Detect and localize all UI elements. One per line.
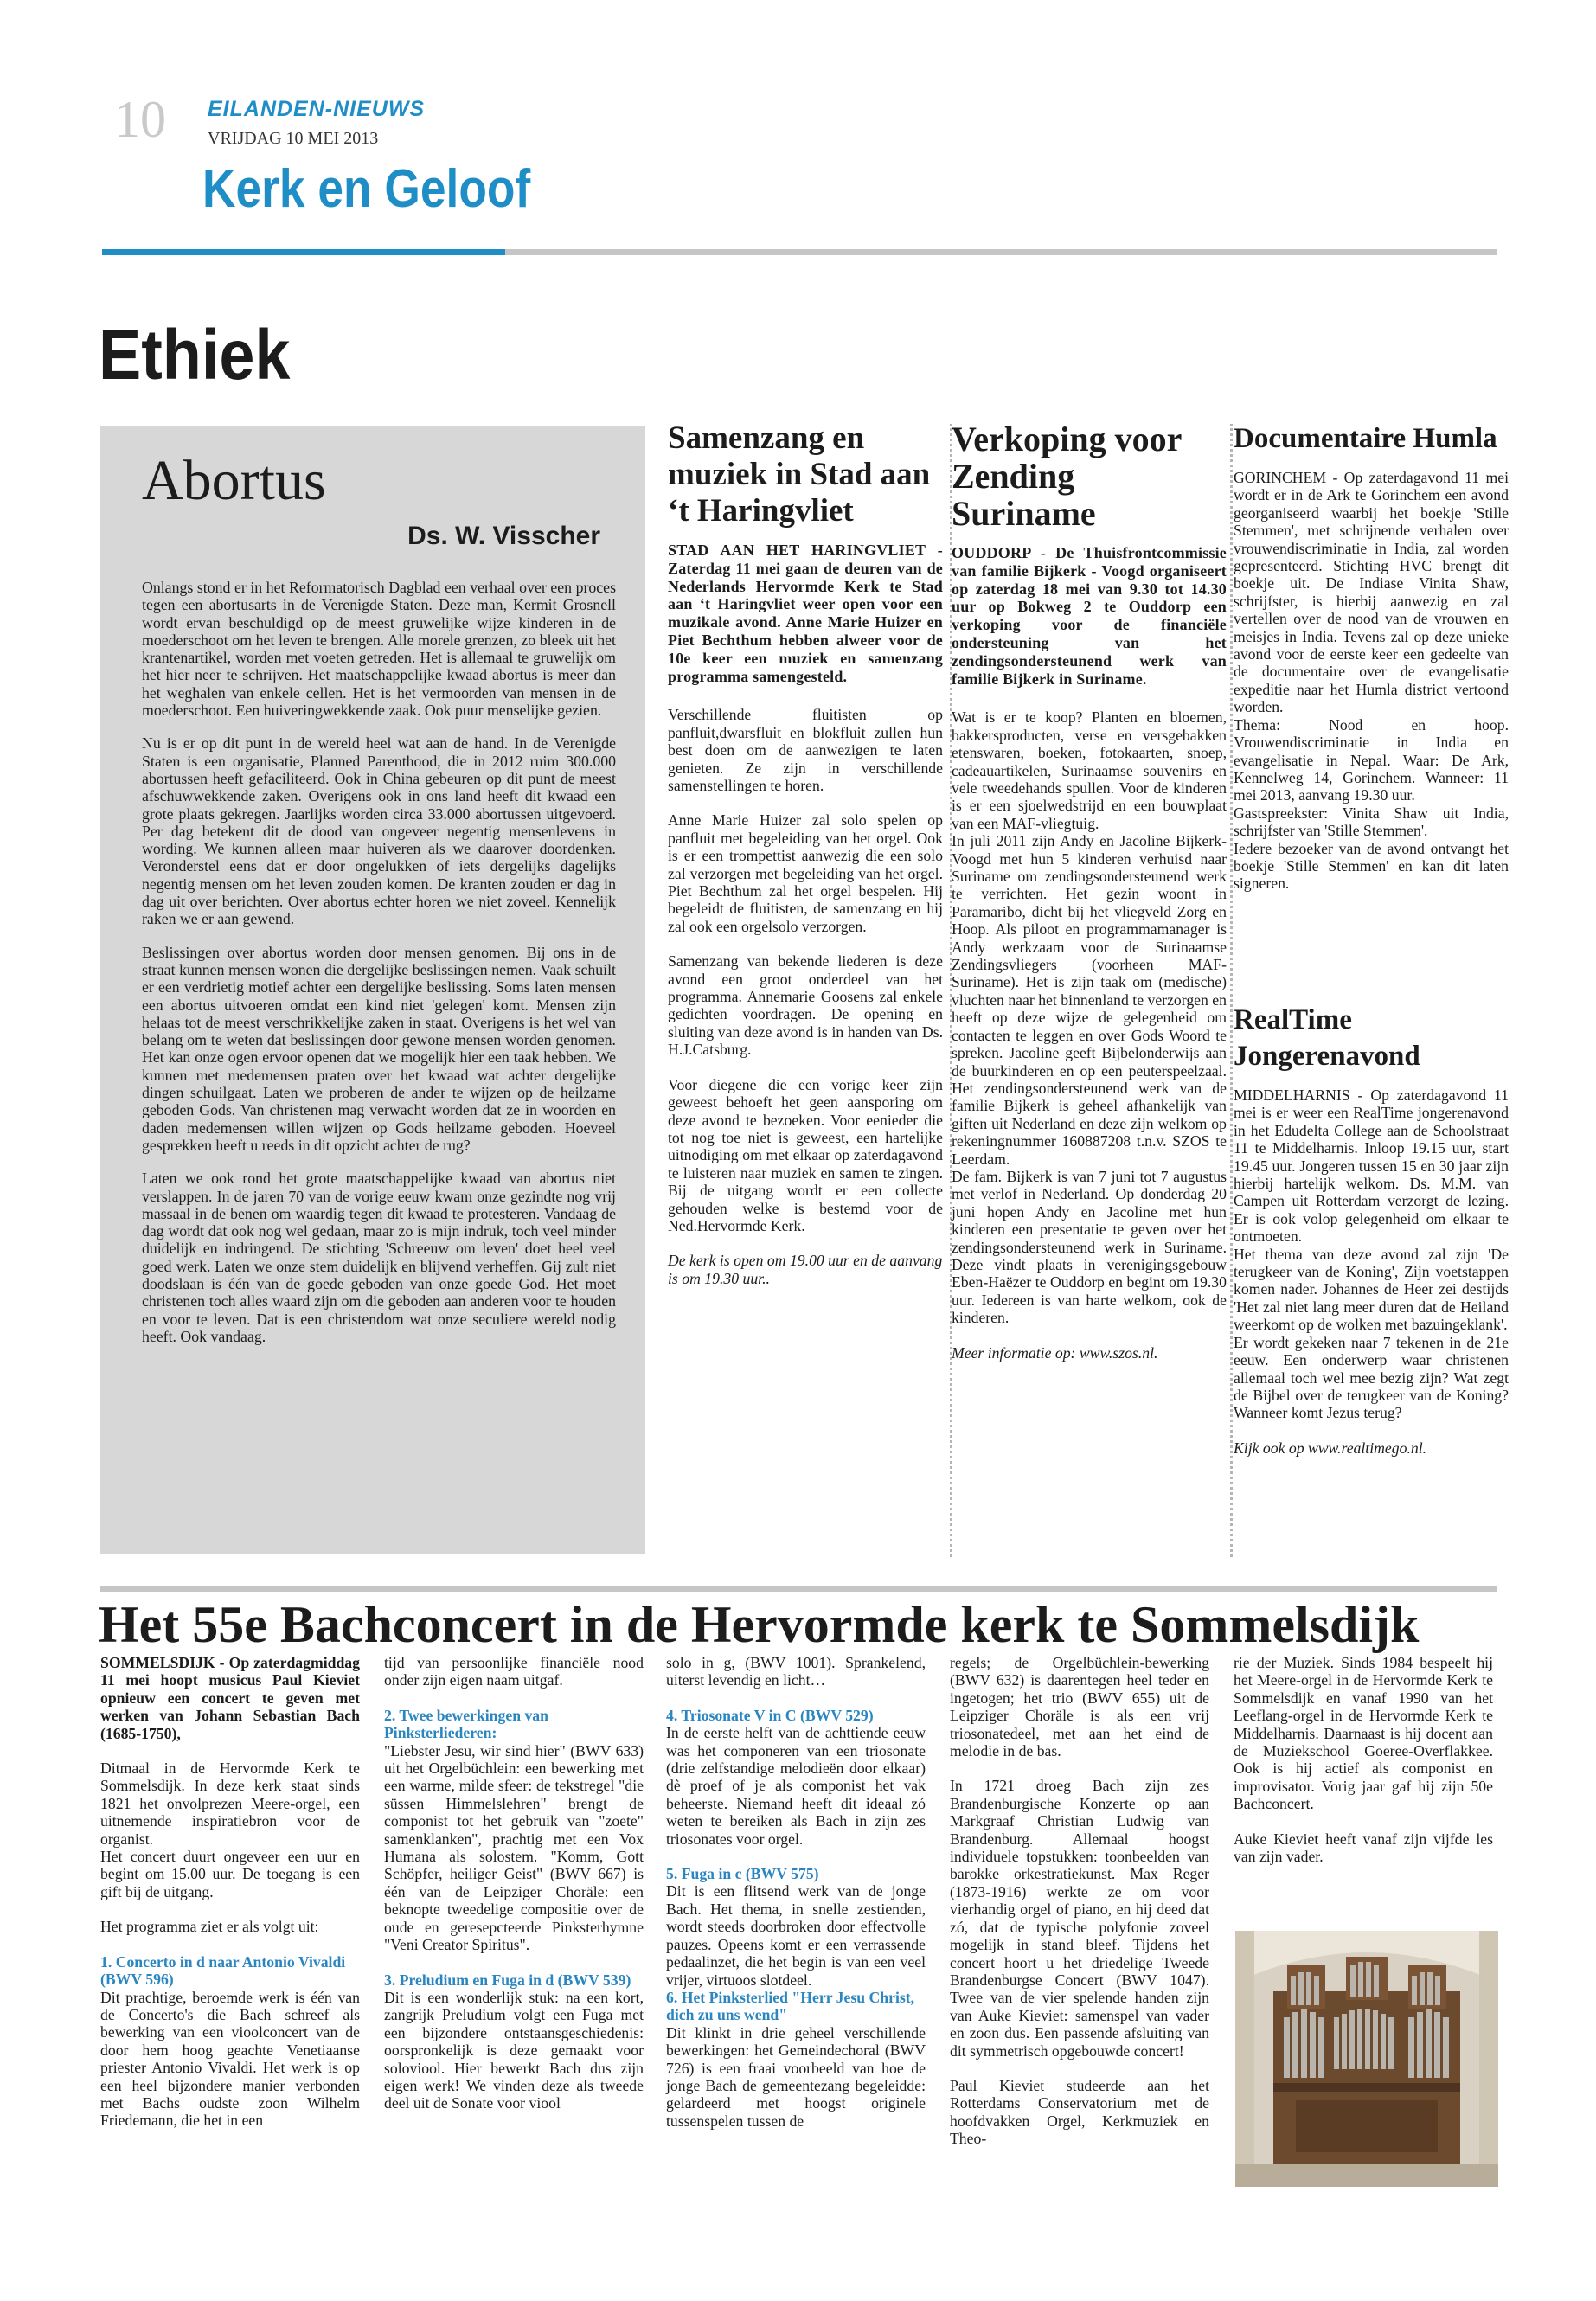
- paragraph: In juli 2011 zijn Andy en Jacoline Bijkerk-Voogd met hun 5 kinderen verhuisd naar Suriname om zendingsondersteunend werk te verrichten. Het gezin woont in Paramaribo, dicht bij het vliegveld Zorg en Hoop. Als piloot en programmamanager is Andy werkzaam voor de Surinaamse Zendingsvliegers (voorheen MAF-Suriname). Het is zijn taak om (medische) vluchten naar het binnenland te verzorgen en heeft op deze wijze de gelegenheid om contacten te leggen en over Gods Woord te spreken. Jacoline geeft Bijbelonderwijs aan de buurkinderen en op een peuterspeelzaal. Het zendingsondersteunend werk van de familie Bijkerk is geheel afhankelijk van giften uit Nederland en deze zijn welkom op rekeningnummer 160887208 t.n.v. SZOS te Leerdam.: [952, 832, 1227, 1168]
- article-title: Documentaire Humla: [1234, 423, 1497, 454]
- article-note: Meer informatie op: www.szos.nl.: [952, 1343, 1158, 1362]
- bach-column-2: [384, 1654, 644, 2130]
- section-rule-accent: [102, 249, 505, 255]
- bach-column-4: [950, 1654, 1209, 2165]
- category-heading: Ethiek: [99, 316, 291, 394]
- article-title: RealTime Jongerenavond: [1234, 1004, 1420, 1072]
- paragraph: Verschillende fluitisten op panfluit,dwarsfluit en blokfluit zullen hun best doen om de aanwezigen te laten genieten. Ze zijn in verschillende samenstellingen te horen.: [668, 706, 943, 794]
- paragraph: Dit prachtige, beroemde werk is één van de Concerto's die Bach schreef als bewerking van een vioolconcert van de door hem hoog geachte Venetiaanse priester Antonio Vivaldi. Het werk is op een heel bijzondere manier verbonden met Bachs oudste zoon Wilhelm Friedemann, die het in een: [100, 1988, 360, 2130]
- article-title: Abortus: [142, 449, 326, 512]
- page-number: 10: [114, 91, 166, 148]
- article-title: Verkoping voor Zending Suriname: [952, 420, 1182, 533]
- article-author: Ds. W. Visscher: [407, 522, 600, 550]
- paragraph: Het thema van deze avond zal zijn 'De terugkeer van de Koning', Zijn voetstappen komen nader. Johannes de Heer zei destijds 'Het zal niet lang meer duren dat de Heiland weerkomt op de wolken met bazuingeklank'.: [1234, 1245, 1509, 1334]
- issue-date: VRIJDAG 10 MEI 2013: [208, 129, 379, 148]
- paragraph: solo in g, (BWV 1001). Sprankelend, uiterst levendig en licht…: [666, 1654, 926, 1689]
- article-samenzang: [668, 420, 943, 1288]
- paragraph: Wat is er te koop? Planten en bloemen, bakkersproducten, verse en versgebakken etenswaren, boeken, fotokaarten, snoep, cadeauartikelen, Surinaamse souvenirs en vele tweedehands spullen. Voor de kinderen is er een sjoelwedstrijd en een bouwplaat van een MAF-vliegtuig.: [952, 708, 1227, 832]
- newspaper-name-logo: EILANDEN-NIEUWS: [208, 97, 426, 121]
- paragraph: Ditmaal in de Hervormde Kerk te Sommelsdijk. In deze kerk staat sinds 1821 het onvolprezen Meere-orgel, een uitnemende inspiratiebron voor de organist.: [100, 1759, 360, 1848]
- article-lead: SOMMELSDIJK - Op zaterdagmiddag 11 mei hoopt musicus Paul Kieviet opnieuw een concert te geven met werken van Johann Sebastian Bach (1685-1750),: [100, 1654, 360, 1742]
- program-item-heading: 6. Het Pinksterlied "Herr Jesu Christ, dich zu uns wend": [666, 1988, 915, 2024]
- opinion-box: [100, 426, 645, 1554]
- paragraph: Dit klinkt in drie geheel verschillende bewerkingen: het Gemeindechoral (BWV 726) is een fraai voorbeeld van hoe de jonge Bach de gemeentezang begeleidde: gelardeerd met hoogst originele tussenspelen tussen de: [666, 2023, 926, 2130]
- paragraph: Beslissingen over abortus worden door mensen genomen. Bij ons in de straat kunnen mensen wonen die dergelijke beslissingen nemen. Vaak schuilt er een verdrietig motief achter een dergelijke beslissing. Soms laten mensen een abortus uitvoeren omdat een kind niet 'gelegen' komt. Mensen zijn helaas tot de meest verschrikkelijke zaken in staat. Overigens is het wel van belang om te weten dat beslissingen door gewone mensen worden genomen. Het kan onze ogen ervoor openen dat we mogelijk hier een taak hebben. We kunnen met medemensen praten over het kwaad wat achter dergelijke dingen schuilgaat. Laten we proberen de ander te wijzen op de heilzame geboden Gods. Van christenen mag verwacht worden dat ze in woorden en daden medemensen willen wijzen op Gods heilzame geboden. Hoeveel gesprekken heeft u reeds in dit opzicht achter de rug?: [142, 943, 616, 1154]
- paragraph: MIDDELHARNIS - Op zaterdagavond 11 mei is er weer een RealTime jongerenavond in het Edudelta College aan de Schoolstraat 11 te Middelharnis. Inloop 19.15 uur, start 19.45 uur. Jongeren tussen 15 en 30 jaar zijn hierbij hartelijk welkom. Ds. M.M. van Campen uit Rotterdam verzorgt de lezing. Er is ook volop gelegenheid om elkaar te ontmoeten.: [1234, 1086, 1509, 1246]
- paragraph: "Liebster Jesu, wir sind hier" (BWV 633) uit het Orgelbüchlein: een bewerking met een warme, milde sfeer: de tekstregel "die süssen Himmelslehren" brengt de componist tot het gebruik van "zoete" samenklanken", prachtig met een Vox Humana als solostem. "Komm, Gott Schöpfer, heiliger Geist" (BWV 667) is één van de Leipziger Choräle: een beknopte tweedelige compositie over de oude en geresepcteerde Pinksterhymne "Veni Creator Spiritus".: [384, 1741, 644, 1954]
- paragraph: Het programma ziet er als volgt uit:: [100, 1918, 319, 1936]
- program-item-heading: 2. Twee bewerkingen van Pinksterliederen:: [384, 1706, 548, 1742]
- program-item-heading: 3. Preludium en Fuga in d (BWV 539): [384, 1971, 631, 1989]
- program-item-heading: 5. Fuga in c (BWV 575): [666, 1865, 819, 1883]
- paragraph: Er wordt gekeken naar 7 tekenen in de 21e eeuw. Een onderwerp waar christenen allemaal toch wel mee bezig zijn? Wat zegt de Bijbel over de terugkeer van de Koning? Wanneer komt Jezus terug?: [1234, 1333, 1509, 1422]
- paragraph: Dit is een flitsend werk van de jonge Bach. Het thema, in snelle zestienden, wordt steeds doorbroken door effectvolle pauzes. Opeens komt er een verrassende pedaalinzet, die het begin is van een veel vrijer, virtuoos slotdeel.: [666, 1882, 926, 1989]
- section-rule: [505, 249, 1497, 255]
- paragraph: tijd van persoonlijke financiële nood onder zijn eigen naam uitgaf.: [384, 1654, 644, 1689]
- paragraph: Nu is er op dit punt in de wereld heel wat aan de hand. In de Verenigde Staten is een organisatie, Planned Parenthood, die in 2012 ruim 300.000 abortussen heeft gefaciliteerd. Ook in China gebeuren op dit punt de meest afschuwwekkende zaken. Overigens ook in ons land heeft dit kwaad een grote plaats gekregen. Jaarlijks worden circa 33.000 abortussen uitgevoerd. Per dag betekent dit de dood van ongeveer negentig mensenlevens in wording. We kunnen alleen maar huiveren als we daarover doordenken. Veronderstel eens dat er door ongelukken of iets dergelijks dagelijks negentig mensen om het leven zouden komen. De kranten zouden er dag in dag uit over berichten. Over abortus echter horen we niet zoveel. Kennelijk raken we er aan gewend.: [142, 734, 616, 928]
- paragraph: Onlangs stond er in het Reformatorisch Dagblad een verhaal over een proces tegen een abortusarts in de Verenigde Staten. Deze man, Kermit Grosnell wordt ervan beschuldigd op de meest gruwelijke wijze kinderen in de moederschoot om het leven te brengen. Alle morele grenzen, zo bleek uit het krantenartikel, worden met voeten getreden. Het is allemaal te gruwelijk om het hier neer te schrijven. Het maatschappelijke kwaad abortus is meer dan het weghalen van enkele cellen. Het is het vermoorden van mensen in de moederschoot. Een huiveringwekkende zaak. Ook puur menselijke gezien.: [142, 579, 616, 720]
- bach-column-5: [1234, 1654, 1493, 1882]
- article-note: De kerk is open om 19.00 uur en de aanvang is om 19.30 uur..: [668, 1252, 943, 1288]
- paragraph: Thema: Nood en hoop. Vrouwendiscriminatie in India en evangelisatie in Nepal. Waar: De Ark, Kennelweg 14, Gorinchem. Wanneer: 11 mei 2013, aanvang 19.30 uur.: [1234, 715, 1509, 804]
- paragraph: rie der Muziek. Sinds 1984 bespeelt hij het Meere-orgel in de Hervormde Kerk te Sommelsdijk en vanaf 1990 van het Leeflang-orgel in de Hervormde Kerk te Middelharnis. Daarnaast is hij docent aan de Muziekschool Goeree-Overflakkee. Ook is hij actief als componist en improvisator. Vorig jaar gaf hij zijn 50e Bachconcert.: [1234, 1654, 1493, 1813]
- bach-column-1: [100, 1654, 360, 2147]
- program-item-heading: 1. Concerto in d naar Antonio Vivaldi (BWV 596): [100, 1952, 346, 1989]
- bach-column-3: [666, 1654, 926, 2147]
- program-item-heading: 4. Triosonate V in C (BWV 529): [666, 1706, 874, 1724]
- article-documentaire: [1234, 420, 1509, 910]
- article-body: [142, 579, 616, 1361]
- paragraph: Dit is een wonderlijk stuk: na een kort, zangrijk Preludium volgt een Fuga met een bijzondere ontstaansgeschiedenis: oorspronkelijk is deze gemaakt voor soloviool. Hier bewerkt Bach dus zijn eigen werk! We vinden deze als tweede deel uit de Sonate voor viool: [384, 1988, 644, 2112]
- paragraph: Voor diegene die een vorige keer zijn geweest behoeft het geen aansporing om deze avond te bezoeken. Voor eenieder die tot nog toe niet is geweest, een hartelijke uitnodiging om met elkaar op zaterdagavond te luisteren naar muziek en samen te zingen. Bij de uitgang wordt er een collecte gehouden welke is bestemd voor de Ned.Hervormde Kerk.: [668, 1075, 943, 1234]
- paragraph: Samenzang van bekende liederen is deze avond een groot onderdeel van het programma. Annemarie Goosens zal enkele gedichten voordragen. De opening en sluiting van deze avond is in handen van Ds. H.J.Catsburg.: [668, 952, 943, 1059]
- article-title: Het 55e Bachconcert in de Hervormde kerk te Sommelsdijk: [99, 1596, 1420, 1653]
- paragraph: Het concert duurt ongeveer een uur en begint om 15.00 uur. De toegang is een gift bij de uitgang.: [100, 1848, 360, 1900]
- column-divider: [1230, 424, 1233, 1557]
- article-title: Samenzang en muziek in Stad aan ‘t Haringvliet: [668, 420, 931, 529]
- article-separator: [100, 1586, 1497, 1592]
- article-lead: OUDDORP - De Thuisfrontcommissie van familie Bijkerk - Voogd organiseert op zaterdag 18 mei van 9.30 tot 14.30 uur op Bokweg 2 te Ouddorp een verkoping voor de financiële ondersteuning van het zendingsondersteunend werk van familie Bijkerk in Suriname.: [952, 544, 1227, 688]
- paragraph: In de eerste helft van de achttiende eeuw was het componeren van een triosonate (drie zelfstandige melodieën door elkaar) dè proef of je als componist het vak beheerste. Niemand heeft dit ideaal zó weten te bereiken als Bach in zijn zes triosonates voor orgel.: [666, 1724, 926, 1848]
- paragraph: De fam. Bijkerk is van 7 juni tot 7 augustus met verlof in Nederland. Op donderdag 20 juni hopen Andy en Jacoline met hun kinderen een presentatie te geven over het zendingsondersteunend werk in Suriname. Deze vindt plaats in verenigingsgebouw Eben-Haëzer te Ouddorp en begint om 19.30 uur. Iedereen is van harte welkom, ook de kinderen.: [952, 1167, 1227, 1327]
- section-title: Kerk en Geloof: [202, 159, 531, 219]
- article-note: Kijk ook op www.realtimego.nl.: [1234, 1439, 1427, 1457]
- organ-photo: [1235, 1931, 1498, 2187]
- paragraph: Auke Kieviet heeft vanaf zijn vijfde les van zijn vader.: [1234, 1830, 1493, 1866]
- paragraph: Paul Kieviet studeerde aan het Rotterdams Conservatorium met de hoofdvakken Orgel, Kerkmuziek en Theo-: [950, 2076, 1209, 2148]
- paragraph: In 1721 droeg Bach zijn zes Brandenburgische Konzerte op aan Markgraaf Christian Ludwig van Brandenburg. Allemaal hoogst individuele topstukken: toonbeelden van barokke orkestratiekunst. Max Reger (1873-1916) werkte ze om voor vierhandig orgel of piano, en hij deed dat zó, dat de typische polyfonie zoveel mogelijk in stand bleef. Tijdens het concert hoort u het driedelige Tweede Brandenburgse Concert (BWV 1047). Twee van de vier spelende handen zijn van Auke Kieviet: samenspel van vader en zoon dus. Een passende afsluiting van dit symmetrisch opgebouwde concert!: [950, 1777, 1209, 2060]
- article-lead: STAD AAN HET HARINGVLIET - Zaterdag 11 mei gaan de deuren van de Nederlands Hervormde Kerk te Stad aan ‘t Haringvliet weer open voor een muzikale avond. Anne Marie Huizer en Piet Bechthum hebben alweer voor de 10e keer een muziek en samenzang programma samengesteld.: [668, 542, 943, 685]
- paragraph: GORINCHEM - Op zaterdagavond 11 mei wordt er in de Ark te Gorinchem een avond georganiseerd waarbij het boekje 'Stille Stemmen', met schrijnende verhalen over vrouwendiscriminatie in India, zal worden gepresenteerd. Stichting HVC brengt dit boekje uit. De Indiase Vinita Shaw, schrijfster, is hierbij aanwezig en zal vertellen over de nood van de vrouwen en meisjes in India. Tevens zal op deze unieke avond voor de eerste keer een gedeelte van de documentaire over de evangelisatie expeditie naar het Humla district vertoond worden.: [1234, 469, 1509, 716]
- paragraph: Iedere bezoeker van de avond ontvangt het boekje 'Stille Stemmen' en kan dit laten signeren.: [1234, 839, 1509, 893]
- article-realtime: [1234, 1002, 1509, 1458]
- paragraph: Laten we ook rond het grote maatschappelijke kwaad van abortus niet verslappen. In de jaren 70 van de vorige eeuw kwam onze gezindte nog vrij massaal in de benen om waardig tegen dit kwaad te protesteren. Vandaag de dag wordt dat ook nog wel gedaan, maar zo is mijn indruk, toch veel minder duidelijk en indringend. De stichting 'Schreeuw om leven' doet heel veel goed werk. Laten we onze stem duidelijk en blijvend verheffen. Gij zult niet doodslaan is één van de goede geboden van onze goede God. Het moet christenen toch alles waard zijn om die geboden aan anderen voor te houden en voor te leven. Dat is een christendom wat onze seculiere wereld nodig heeft. Ook vandaag.: [142, 1170, 616, 1345]
- paragraph: Anne Marie Huizer zal solo spelen op panfluit met begeleiding van het orgel. Ook is er een trompettist aanwezig die een solo zal verzorgen met begeleiding van het orgel. Piet Bechthum zal het orgel bespelen. Hij begeleidt de fluitisten, de samenzang en hij zal ook een orgelsolo verzorgen.: [668, 811, 943, 935]
- article-verkoping: [952, 420, 1227, 1362]
- paragraph: regels; de Orgelbüchlein-bewerking (BWV 632) is daarentegen heel teder en ingetogen; het trio (BWV 655) uit de Leipziger Choräle is als een vrij triosonatedeel, met aan het eind de melodie in de bas.: [950, 1654, 1209, 1760]
- paragraph: Gastspreekster: Vinita Shaw uit India, schrijfster van 'Stille Stemmen'.: [1234, 804, 1509, 840]
